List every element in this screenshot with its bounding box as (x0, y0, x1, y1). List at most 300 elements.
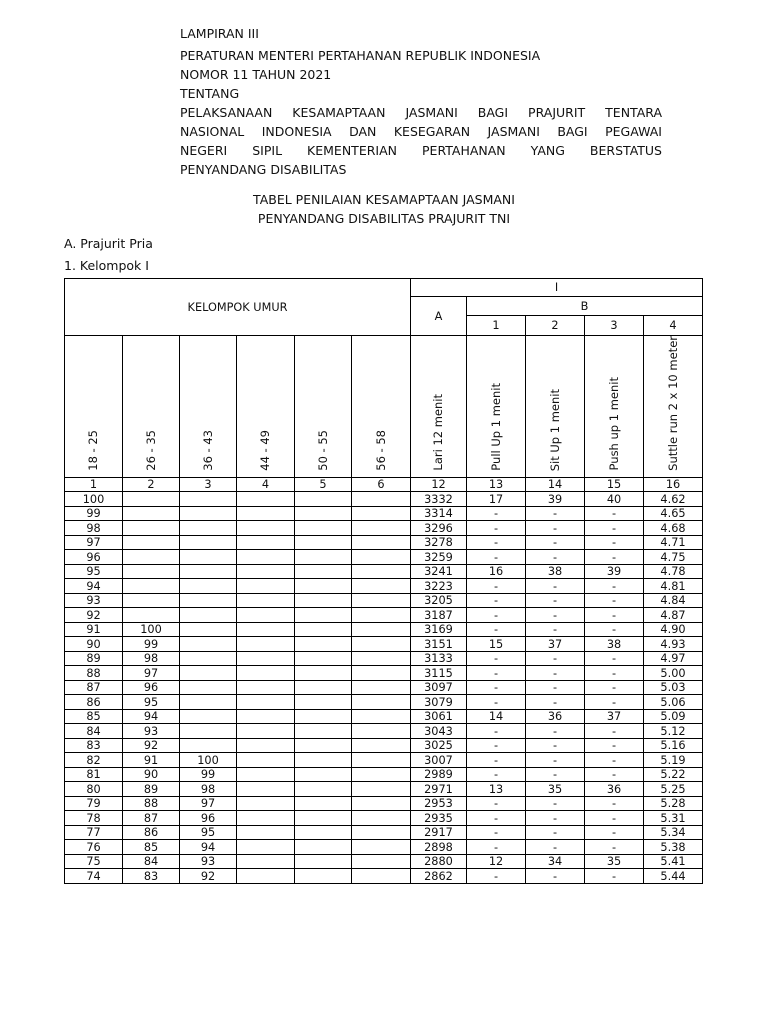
table-cell: 4.90 (644, 622, 703, 637)
table-cell (123, 550, 180, 565)
table-cell: 3314 (411, 506, 467, 521)
subject-line-3: NEGERI SIPIL KEMENTERIAN PERTAHANAN YANG BERSTATUS (180, 143, 662, 158)
table-cell: 3133 (411, 651, 467, 666)
column-b-header: B (467, 297, 703, 316)
table-cell: 5.41 (644, 854, 703, 869)
table-cell (295, 825, 352, 840)
table-cell: 3278 (411, 535, 467, 550)
table-cell: 4.78 (644, 564, 703, 579)
table-cell (295, 840, 352, 855)
table-cell: 2989 (411, 767, 467, 782)
group-roman-header: I (411, 279, 703, 297)
table-cell (237, 796, 295, 811)
table-cell: - (526, 738, 585, 753)
table-header (65, 279, 703, 478)
table-cell: 2862 (411, 869, 467, 884)
table-cell (352, 811, 411, 826)
table-cell: - (526, 666, 585, 681)
age-group-cell (237, 336, 295, 478)
column-number: 13 (467, 477, 526, 492)
table-cell (295, 753, 352, 768)
table-cell (237, 564, 295, 579)
table-cell (295, 492, 352, 507)
table-cell: 93 (123, 724, 180, 739)
table-cell: 5.28 (644, 796, 703, 811)
column-a-header: A (411, 297, 467, 336)
table-cell (237, 840, 295, 855)
table-row (65, 506, 703, 521)
table-cell: 99 (65, 506, 123, 521)
table-cell (180, 492, 237, 507)
table-cell: 4.97 (644, 651, 703, 666)
table-cell: 4.71 (644, 535, 703, 550)
table-cell: 38 (585, 637, 644, 652)
table-row (65, 782, 703, 797)
b-number-1: 1 (467, 316, 526, 336)
table-cell: - (467, 608, 526, 623)
column-number: 6 (352, 477, 411, 492)
table-cell (352, 724, 411, 739)
table-cell: 5.09 (644, 709, 703, 724)
age-group-cell (65, 336, 123, 478)
table-cell: 3007 (411, 753, 467, 768)
table-cell (295, 796, 352, 811)
table-cell: 4.62 (644, 492, 703, 507)
table-cell (123, 535, 180, 550)
table-row (65, 637, 703, 652)
table-cell (295, 680, 352, 695)
b-number-3: 3 (585, 316, 644, 336)
table-cell: 3043 (411, 724, 467, 739)
age-group-label: 18 - 25 (86, 430, 100, 471)
table-cell: 3151 (411, 637, 467, 652)
table-cell (237, 680, 295, 695)
table-cell (180, 738, 237, 753)
table-row (65, 608, 703, 623)
table-cell: - (467, 840, 526, 855)
table-cell (237, 811, 295, 826)
table-title-line-2: PENYANDANG DISABILITAS PRAJURIT TNI (257, 211, 511, 226)
table-cell: 5.16 (644, 738, 703, 753)
table-cell: 98 (123, 651, 180, 666)
table-cell (180, 651, 237, 666)
table-cell: 85 (65, 709, 123, 724)
table-cell (295, 651, 352, 666)
table-cell: 92 (65, 608, 123, 623)
table-cell (180, 535, 237, 550)
subject-line-4: PENYANDANG DISABILITAS (180, 162, 347, 177)
table-cell (237, 767, 295, 782)
table-cell: 83 (65, 738, 123, 753)
table-cell: 2953 (411, 796, 467, 811)
table-cell: - (585, 767, 644, 782)
table-cell (180, 680, 237, 695)
table-cell: 5.25 (644, 782, 703, 797)
table-row (65, 811, 703, 826)
table-cell: 4.68 (644, 521, 703, 536)
table-cell: - (526, 869, 585, 884)
table-cell: - (585, 840, 644, 855)
table-cell: 36 (585, 782, 644, 797)
table-cell: 5.44 (644, 869, 703, 884)
table-cell: - (585, 622, 644, 637)
table-cell (352, 869, 411, 884)
table-cell: - (467, 680, 526, 695)
age-group-cell (123, 336, 180, 478)
table-cell (180, 724, 237, 739)
table-cell (295, 709, 352, 724)
table-cell (180, 622, 237, 637)
table-cell (237, 695, 295, 710)
table-cell: - (467, 622, 526, 637)
table-cell: - (467, 651, 526, 666)
table-cell: 3241 (411, 564, 467, 579)
table-cell: - (467, 535, 526, 550)
table-cell: 38 (526, 564, 585, 579)
table-row (65, 840, 703, 855)
table-cell: 3259 (411, 550, 467, 565)
table-cell: 94 (65, 579, 123, 594)
table-row (65, 869, 703, 884)
test-name-label: Sit Up 1 menit (547, 388, 562, 471)
table-cell (237, 825, 295, 840)
regulation-title: PERATURAN MENTERI PERTAHANAN REPUBLIK INDONESIA (180, 48, 541, 63)
table-cell: - (526, 608, 585, 623)
table-cell: 93 (180, 854, 237, 869)
table-cell (123, 521, 180, 536)
subject-line-2: NASIONAL INDONESIA DAN KESEGARAN JASMANI BAGI PEGAWAI (180, 124, 662, 139)
table-row (65, 535, 703, 550)
table-cell (237, 492, 295, 507)
table-title-line-1: TABEL PENILAIAN KESAMAPTAAN JASMANI (253, 192, 515, 207)
table-cell: - (467, 767, 526, 782)
column-number: 5 (295, 477, 352, 492)
table-cell: - (526, 521, 585, 536)
table-cell (180, 666, 237, 681)
table-cell (295, 666, 352, 681)
table-cell: 40 (585, 492, 644, 507)
table-cell (295, 521, 352, 536)
age-group-label: 36 - 43 (200, 430, 215, 471)
table-cell: 2935 (411, 811, 467, 826)
table-cell: 3332 (411, 492, 467, 507)
table-cell: 17 (467, 492, 526, 507)
table-cell: 87 (123, 811, 180, 826)
table-cell (295, 782, 352, 797)
table-cell (180, 579, 237, 594)
table-row (65, 550, 703, 565)
table-cell: - (585, 521, 644, 536)
table-cell: 90 (65, 637, 123, 652)
table-cell: - (526, 724, 585, 739)
table-row (65, 854, 703, 869)
table-cell (295, 622, 352, 637)
table-cell: 34 (526, 854, 585, 869)
age-group-label: 26 - 35 (143, 430, 158, 471)
table-cell: - (526, 840, 585, 855)
table-cell: 95 (180, 825, 237, 840)
table-cell: 35 (585, 854, 644, 869)
table-cell: 5.06 (644, 695, 703, 710)
table-cell (123, 564, 180, 579)
table-cell (237, 666, 295, 681)
age-group-cell (295, 336, 352, 478)
age-group-label: 56 - 58 (373, 430, 388, 471)
table-cell (295, 738, 352, 753)
table-cell: 2971 (411, 782, 467, 797)
table-cell: 4.84 (644, 593, 703, 608)
table-cell (237, 550, 295, 565)
column-number-row (65, 477, 703, 492)
test-name-label: Push up 1 menit (606, 377, 621, 471)
table-cell (237, 535, 295, 550)
table-cell: 96 (65, 550, 123, 565)
table-cell (237, 869, 295, 884)
table-cell: - (526, 680, 585, 695)
table-cell: 97 (65, 535, 123, 550)
column-number-row (65, 477, 703, 492)
table-cell: - (467, 811, 526, 826)
table-cell (237, 651, 295, 666)
table-cell: 3169 (411, 622, 467, 637)
table-cell (295, 695, 352, 710)
table-cell: 87 (65, 680, 123, 695)
table-cell: 4.93 (644, 637, 703, 652)
table-cell (237, 593, 295, 608)
table-cell (180, 550, 237, 565)
table-cell: - (526, 550, 585, 565)
table-cell: - (526, 796, 585, 811)
table-cell: - (585, 506, 644, 521)
table-row (65, 622, 703, 637)
table-cell (352, 840, 411, 855)
column-number: 4 (237, 477, 295, 492)
table-cell: 90 (123, 767, 180, 782)
table-cell (352, 637, 411, 652)
table-row (65, 593, 703, 608)
table-cell: 76 (65, 840, 123, 855)
table-cell: 4.81 (644, 579, 703, 594)
test-name-cell (526, 336, 585, 478)
table-cell: 3187 (411, 608, 467, 623)
table-cell: - (585, 666, 644, 681)
table-cell: 37 (526, 637, 585, 652)
table-cell: 99 (123, 637, 180, 652)
table-cell: 13 (467, 782, 526, 797)
table-cell (237, 709, 295, 724)
table-cell: - (526, 535, 585, 550)
table-cell (237, 622, 295, 637)
table-cell (295, 550, 352, 565)
test-name-cell (467, 336, 526, 478)
table-cell: 88 (65, 666, 123, 681)
table-cell: 3061 (411, 709, 467, 724)
table-cell: 39 (585, 564, 644, 579)
test-name-cell (585, 336, 644, 478)
column-number: 14 (526, 477, 585, 492)
table-cell (180, 637, 237, 652)
table-cell: 12 (467, 854, 526, 869)
table-cell (295, 564, 352, 579)
table-cell: - (467, 521, 526, 536)
table-cell: - (585, 680, 644, 695)
table-cell (352, 579, 411, 594)
table-cell (352, 666, 411, 681)
table-cell: 85 (123, 840, 180, 855)
score-rows (65, 492, 703, 884)
table-cell: - (467, 666, 526, 681)
table-row (65, 492, 703, 507)
table-row (65, 753, 703, 768)
table-cell: 5.22 (644, 767, 703, 782)
table-cell: 86 (123, 825, 180, 840)
table-cell: 97 (180, 796, 237, 811)
table-row (65, 796, 703, 811)
table-cell: - (526, 622, 585, 637)
table-row (65, 767, 703, 782)
table-cell: 75 (65, 854, 123, 869)
table-cell (180, 521, 237, 536)
table-cell: - (585, 593, 644, 608)
table-cell (352, 521, 411, 536)
table-cell: 95 (65, 564, 123, 579)
column-number: 3 (180, 477, 237, 492)
table-row (65, 564, 703, 579)
table-cell: 92 (180, 869, 237, 884)
table-cell: 16 (467, 564, 526, 579)
table-cell: 3079 (411, 695, 467, 710)
table-cell (237, 724, 295, 739)
table-cell: - (585, 753, 644, 768)
table-cell: 5.38 (644, 840, 703, 855)
table-cell: 84 (123, 854, 180, 869)
table-cell (180, 695, 237, 710)
table-cell: 5.34 (644, 825, 703, 840)
table-cell (237, 782, 295, 797)
table-cell: 3115 (411, 666, 467, 681)
table-cell (352, 825, 411, 840)
table-cell: 96 (123, 680, 180, 695)
test-name-label: Pull Up 1 menit (488, 383, 503, 471)
column-number: 16 (644, 477, 703, 492)
table-cell: 100 (123, 622, 180, 637)
table-cell: 39 (526, 492, 585, 507)
table-cell: - (526, 506, 585, 521)
table-cell: - (526, 811, 585, 826)
table-cell (180, 593, 237, 608)
subject-line-1: PELAKSANAAN KESAMAPTAAN JASMANI BAGI PRAJURIT TENTARA (180, 105, 662, 120)
table-cell (295, 535, 352, 550)
table-cell: - (585, 869, 644, 884)
table-cell: - (585, 811, 644, 826)
table-cell (237, 521, 295, 536)
table-row (65, 724, 703, 739)
table-cell (295, 724, 352, 739)
table-cell: - (467, 738, 526, 753)
table-row (65, 709, 703, 724)
table-cell: 36 (526, 709, 585, 724)
table-cell: - (585, 825, 644, 840)
table-row (65, 680, 703, 695)
table-cell (237, 608, 295, 623)
table-cell: 5.19 (644, 753, 703, 768)
table-cell: 79 (65, 796, 123, 811)
table-cell (123, 593, 180, 608)
table-cell (123, 579, 180, 594)
table-cell: 84 (65, 724, 123, 739)
table-cell: 74 (65, 869, 123, 884)
table-row (65, 521, 703, 536)
table-cell: 5.31 (644, 811, 703, 826)
table-cell (352, 492, 411, 507)
table-cell: 78 (65, 811, 123, 826)
table-cell: 98 (65, 521, 123, 536)
table-cell: - (526, 593, 585, 608)
table-cell: 97 (123, 666, 180, 681)
assessment-table (64, 278, 703, 884)
table-row (65, 666, 703, 681)
table-cell (295, 767, 352, 782)
table-cell (123, 492, 180, 507)
table-cell: 37 (585, 709, 644, 724)
tentang-label: TENTANG (180, 86, 240, 101)
table-row (65, 825, 703, 840)
table-cell (237, 637, 295, 652)
table-cell: 3205 (411, 593, 467, 608)
test-name-cell (411, 336, 467, 478)
b-number-4: 4 (644, 316, 703, 336)
table-cell: - (526, 825, 585, 840)
table-cell (295, 608, 352, 623)
table-cell: 2917 (411, 825, 467, 840)
table-cell: - (467, 724, 526, 739)
b-number-2: 2 (526, 316, 585, 336)
table-cell: - (585, 796, 644, 811)
table-cell: - (526, 753, 585, 768)
lampiran-label: LAMPIRAN III (180, 26, 259, 41)
table-cell: 94 (123, 709, 180, 724)
table-cell (237, 854, 295, 869)
table-cell: - (585, 608, 644, 623)
table-cell: - (467, 579, 526, 594)
table-cell (352, 608, 411, 623)
table-cell (352, 796, 411, 811)
table-cell (295, 579, 352, 594)
table-cell: 93 (65, 593, 123, 608)
table-cell: 3296 (411, 521, 467, 536)
column-number: 12 (411, 477, 467, 492)
table-cell: 4.87 (644, 608, 703, 623)
table-cell: 100 (180, 753, 237, 768)
table-cell: - (585, 695, 644, 710)
table-row (65, 738, 703, 753)
table-cell: 15 (467, 637, 526, 652)
table-cell: 35 (526, 782, 585, 797)
table-cell: - (467, 593, 526, 608)
table-cell (295, 637, 352, 652)
table-cell (237, 738, 295, 753)
table-cell (352, 709, 411, 724)
table-cell (295, 811, 352, 826)
table-cell: 89 (65, 651, 123, 666)
table-cell (237, 753, 295, 768)
table-cell: - (585, 651, 644, 666)
table-cell (352, 767, 411, 782)
table-cell (352, 622, 411, 637)
table-cell (295, 593, 352, 608)
table-cell: 86 (65, 695, 123, 710)
table-cell: - (526, 651, 585, 666)
